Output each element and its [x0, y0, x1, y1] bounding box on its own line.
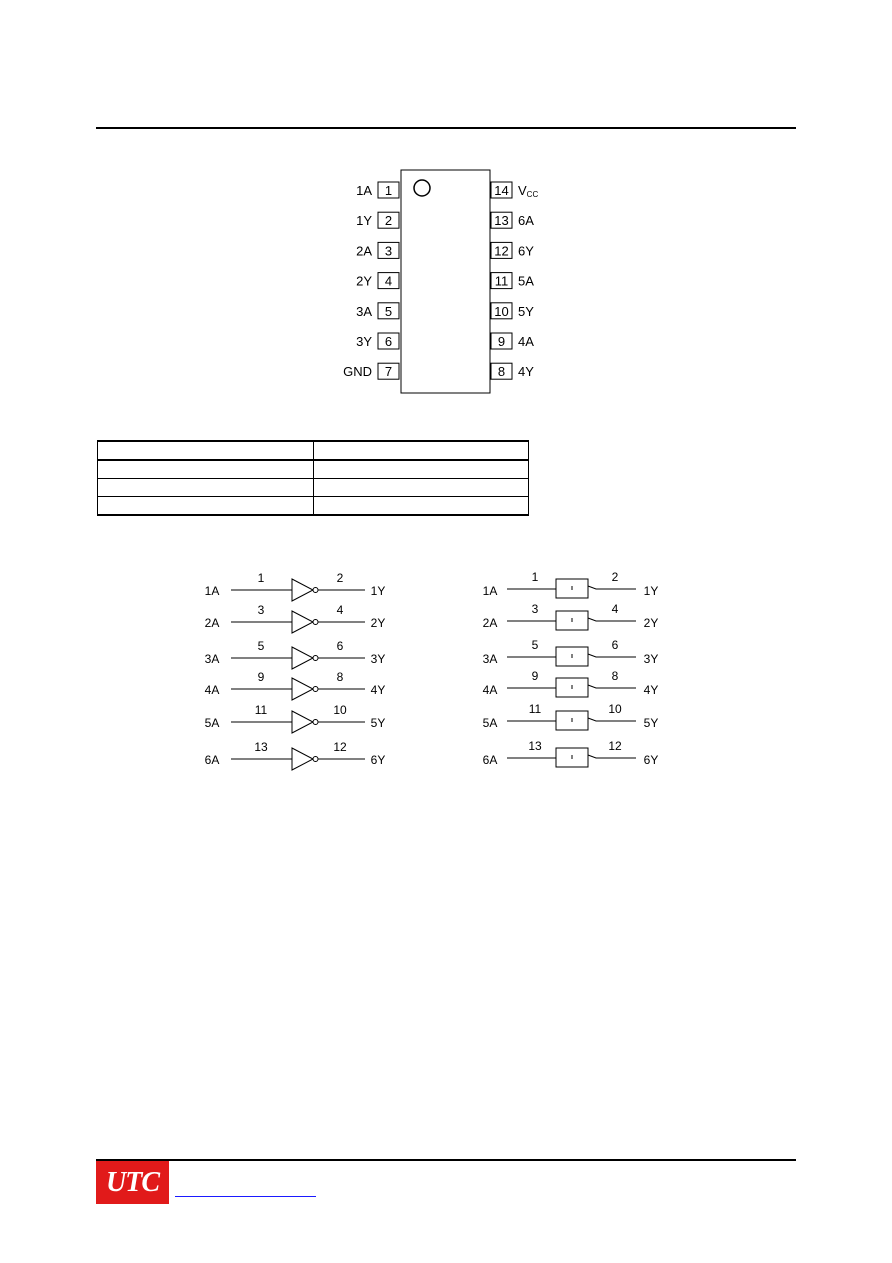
input-pin-number: 3: [257, 603, 265, 617]
table-cell: [98, 497, 314, 516]
pin-label: 4Y: [518, 364, 534, 380]
output-pin-number: 10: [608, 702, 622, 716]
function-table-header: [98, 441, 529, 460]
table-cell: [313, 497, 529, 516]
input-pin-number: 9: [531, 669, 539, 683]
output-wire-negation-icon: [588, 654, 636, 657]
table-row: [98, 479, 529, 497]
input-pin-number: 13: [254, 740, 268, 754]
pin-number: 13: [494, 213, 509, 229]
input-pin-number: 5: [531, 638, 539, 652]
input-pin-number: 5: [257, 639, 265, 653]
pin-number: 11: [494, 273, 509, 289]
pin-label: 2Y: [356, 273, 372, 289]
inversion-bubble-icon: [313, 720, 318, 725]
pin-label: 4A: [518, 334, 534, 349]
output-wire-negation-icon: [588, 685, 636, 688]
output-pin-number: 10: [333, 703, 347, 717]
function-table-header-cell: [313, 441, 529, 460]
output-pin-number: 2: [336, 571, 344, 585]
website-link-underline: [175, 1196, 316, 1197]
output-label: 3Y: [643, 652, 659, 666]
pin-label: GND: [343, 364, 372, 380]
input-label: 3A: [204, 652, 220, 666]
utc-logo: UTC: [96, 1161, 169, 1204]
output-label: 1Y: [643, 584, 659, 598]
function-table-header-cell: [98, 441, 314, 460]
pin-label: 6A: [518, 213, 534, 229]
pin-number: 8: [497, 364, 506, 380]
pin-number: 2: [384, 213, 393, 229]
pin-configuration: [343, 170, 538, 393]
table-cell: [313, 479, 529, 497]
inverter-gate-icon: [292, 678, 313, 700]
pin-number: 4: [384, 273, 393, 289]
output-pin-number: 2: [611, 570, 619, 584]
pin-number: 7: [384, 364, 393, 380]
inversion-bubble-icon: [313, 588, 318, 593]
output-label: 5Y: [370, 716, 386, 730]
output-pin-number: 12: [608, 739, 622, 753]
input-label: 2A: [204, 616, 220, 630]
logic-diagram-iec: [483, 570, 659, 767]
inversion-bubble-icon: [313, 687, 318, 692]
output-pin-number: 4: [611, 602, 619, 616]
bottom-rule: [96, 1159, 796, 1161]
output-label: 2Y: [643, 616, 659, 630]
table-cell: [98, 479, 314, 497]
inverter-gate-icon: [292, 611, 313, 633]
pin-number: 3: [384, 243, 393, 259]
function-table: [97, 440, 529, 516]
output-label: 5Y: [643, 716, 659, 730]
pin-label: 6Y: [518, 243, 534, 259]
inverter-gate-icon: [292, 647, 313, 669]
output-label: 3Y: [370, 652, 386, 666]
output-label: 2Y: [370, 616, 386, 630]
output-pin-number: 4: [336, 603, 344, 617]
input-label: 4A: [482, 683, 498, 697]
pin-label: 2A: [356, 243, 372, 259]
output-wire-negation-icon: [588, 586, 636, 589]
inverter-gate-icon: [292, 748, 313, 770]
input-pin-number: 1: [257, 571, 265, 585]
inverter-gate-icon: [292, 579, 313, 601]
input-label: 1A: [204, 584, 220, 598]
output-label: 4Y: [643, 683, 659, 697]
input-label: 5A: [204, 716, 220, 730]
table-cell: [98, 460, 314, 479]
output-label: 1Y: [370, 584, 386, 598]
output-label: 6Y: [370, 753, 386, 767]
output-pin-number: 8: [336, 670, 344, 684]
pin-label: 3Y: [356, 334, 372, 349]
output-label: 6Y: [643, 753, 659, 767]
output-pin-number: 8: [611, 669, 619, 683]
input-label: 6A: [482, 753, 498, 767]
table-row: [98, 460, 529, 479]
output-label: 4Y: [370, 683, 386, 697]
pin-number: 14: [494, 183, 509, 198]
input-pin-number: 9: [257, 670, 265, 684]
input-label: 3A: [482, 652, 498, 666]
pin-number: 5: [384, 303, 393, 319]
ic-package-body: [401, 170, 490, 393]
input-pin-number: 1: [531, 570, 539, 584]
input-label: 4A: [204, 683, 220, 697]
pin-label-subscript: CC: [526, 190, 539, 199]
table-row: [98, 497, 529, 516]
inversion-bubble-icon: [313, 620, 318, 625]
input-pin-number: 3: [531, 602, 539, 616]
pin-label: 1Y: [356, 213, 372, 229]
pin-label: VCC: [518, 183, 539, 199]
output-pin-number: 6: [611, 638, 619, 652]
pin-label: 5Y: [518, 303, 534, 319]
input-label: 5A: [482, 716, 498, 730]
output-pin-number: 12: [333, 740, 347, 754]
pin-label: 1A: [356, 183, 372, 198]
output-wire-negation-icon: [588, 718, 636, 721]
pin-number: 12: [494, 243, 509, 259]
output-wire-negation-icon: [588, 618, 636, 621]
input-label: 2A: [482, 616, 498, 630]
logic-diagram-inverters: [205, 571, 386, 770]
input-label: 1A: [482, 584, 498, 598]
pin-number: 9: [497, 334, 506, 349]
pin-number: 10: [494, 303, 509, 319]
input-pin-number: 11: [528, 702, 542, 716]
inversion-bubble-icon: [313, 757, 318, 762]
pin-number: 1: [384, 183, 393, 198]
input-pin-number: 13: [528, 739, 542, 753]
input-label: 6A: [204, 753, 220, 767]
pin-number: 6: [384, 334, 393, 349]
table-cell: [313, 460, 529, 479]
input-pin-number: 11: [254, 703, 268, 717]
pin-label: 5A: [518, 273, 534, 289]
output-pin-number: 6: [336, 639, 344, 653]
output-wire-negation-icon: [588, 755, 636, 758]
pin-label: 3A: [356, 303, 372, 319]
inverter-gate-icon: [292, 711, 313, 733]
inversion-bubble-icon: [313, 656, 318, 661]
